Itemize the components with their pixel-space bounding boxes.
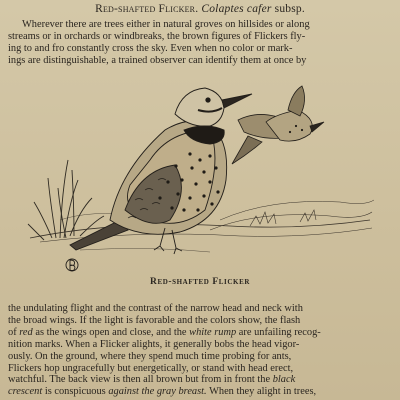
text-line: ing to and fro constantly cross the sky. Even when no color or mark-: [8, 42, 293, 54]
text-run: as the wings open and close, and the: [32, 326, 190, 338]
text-line: [8, 327, 380, 339]
emphasis-red: red: [19, 326, 33, 338]
text-line: the undulating flight and the contrast of the narrow head and neck with: [8, 303, 303, 314]
flicker-perched: [70, 88, 252, 254]
text-line: the broad wings. If the light is favorable and the colors show, the flash: [8, 314, 301, 326]
text-run: watchful. The back view is then all brown but from in front the: [8, 374, 273, 386]
main-paragraph: [8, 303, 380, 398]
text-line: nition marks. When a Flicker alights, it generally bobs the head vigor-: [8, 338, 300, 350]
text-line: Wherever there are trees either in natural groves on hillsides or along: [22, 19, 310, 30]
grass: [28, 160, 104, 240]
species-suffix: subsp.: [274, 3, 305, 15]
species-header: [0, 3, 400, 15]
flicker-flying: [232, 86, 324, 164]
emphasis-black: black: [272, 374, 296, 386]
text-line: streams or in orchards or windbreaks, the brown figures of Flickers fly-: [8, 30, 306, 42]
species-latin-name: Colaptes cafer: [201, 3, 272, 15]
monogram-mark: [66, 259, 78, 271]
text-run: is conspicuous: [42, 386, 109, 398]
illustration-caption: Red-shafted Flicker: [149, 277, 250, 287]
text-run: are unfailing recog-: [236, 326, 321, 338]
text-line: [8, 386, 380, 398]
text-run: of: [8, 326, 20, 338]
text-line: [8, 374, 380, 386]
flicker-illustration: [0, 70, 400, 280]
species-common-name: Red-shafted Flicker.: [95, 3, 199, 15]
text-line: Flickers hop ungracefully but energetically, or stand with head erect,: [8, 362, 294, 374]
intro-paragraph: [8, 19, 380, 67]
text-run: When they alight in trees,: [206, 386, 317, 398]
emphasis-white-rump: white rump: [189, 326, 237, 338]
text-line: ously. On the ground, where they spend much time probing for ants,: [8, 350, 292, 362]
emphasis-gray-breast: against the gray breast.: [108, 386, 207, 398]
emphasis-crescent: crescent: [8, 386, 43, 398]
text-line: ings are distinguishable, a trained observer can identify them at once by: [8, 54, 307, 66]
